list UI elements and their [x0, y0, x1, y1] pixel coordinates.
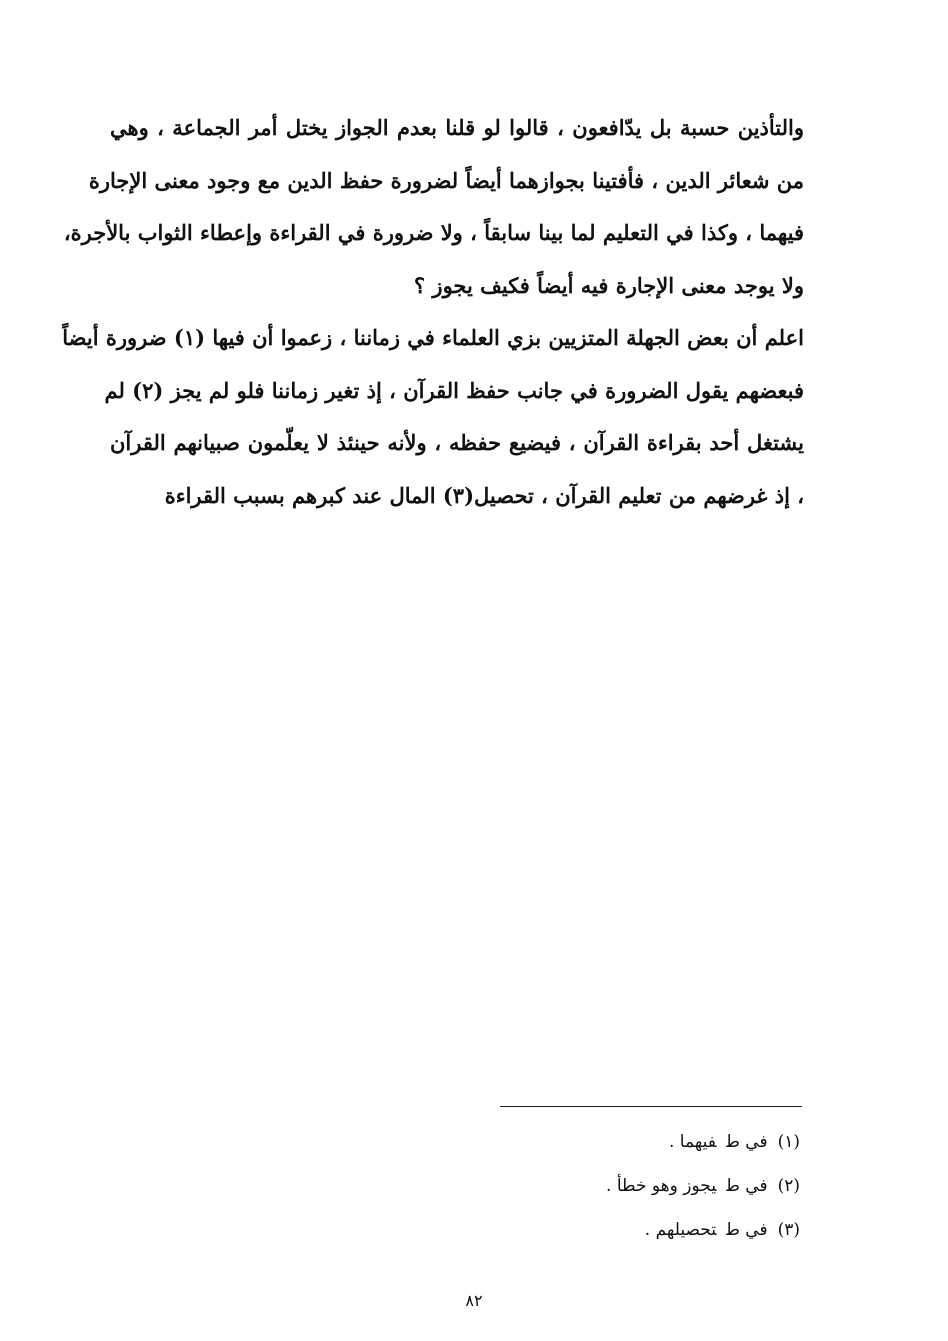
- text-line-6: فبعضهم يقول الضرورة في جانب حفظ القرآن ، إذ تغير زماننا فلو لم يجز (٢) لم: [104, 377, 804, 403]
- text-line-1: والتأذين حسبة بل يدّافعون ، قالوا لو قلنا بعدم الجواز يختل أمر الجماعة ، وهي: [110, 115, 804, 140]
- footnote-text: فيهما .: [668, 1132, 717, 1152]
- text-line-4: ولا يوجد معنى الإجارة فيه أيضاً فكيف يجوز ؟: [413, 272, 804, 298]
- footnote-text: يجوز وهو خطأ .: [606, 1176, 717, 1196]
- text-line-7: يشتغل أحد بقراءة القرآن ، فيضيع حفظه ، ولأنه حينئذ لا يعلّمون صبيانهم القرآن: [110, 430, 804, 455]
- footnote-2: [440, 1168, 800, 1212]
- main-text: [62, 108, 804, 528]
- footnote-number: (٢): [777, 1176, 800, 1196]
- text-line-2: من شعائر الدين ، فأفتينا بجوازهما أيضاً لضرورة حفظ الدين مع وجود معنى الإجارة: [88, 167, 804, 193]
- footnote-number: (٣): [777, 1220, 800, 1240]
- page-number: ٨٢: [465, 1291, 483, 1310]
- text-line-8: ، إذ غرضهم من تعليم القرآن ، تحصيل(٣) المال عند كبرهم بسبب القراءة: [164, 482, 804, 508]
- footnote-text: تحصيلهم .: [644, 1220, 717, 1240]
- footnote-divider: [500, 1106, 802, 1107]
- text-line-3: فيهما ، وكذا في التعليم لما بينا سابقاً ، ولا ضرورة في القراءة وإعطاء الثواب بالأجرة،: [63, 220, 804, 245]
- footnotes: [440, 1124, 800, 1256]
- footnote-source: في ط: [726, 1132, 768, 1152]
- footnote-source: في ط: [726, 1176, 768, 1196]
- footnote-source: في ط: [726, 1220, 768, 1240]
- footnote-3: [440, 1212, 800, 1256]
- text-line-5: اعلم أن بعض الجهلة المتزيين بزي العلماء في زماننا ، زعموا أن فيها (١) ضرورة أيضاً: [62, 325, 804, 350]
- footnote-number: (١): [777, 1132, 800, 1152]
- footnote-1: [440, 1124, 800, 1168]
